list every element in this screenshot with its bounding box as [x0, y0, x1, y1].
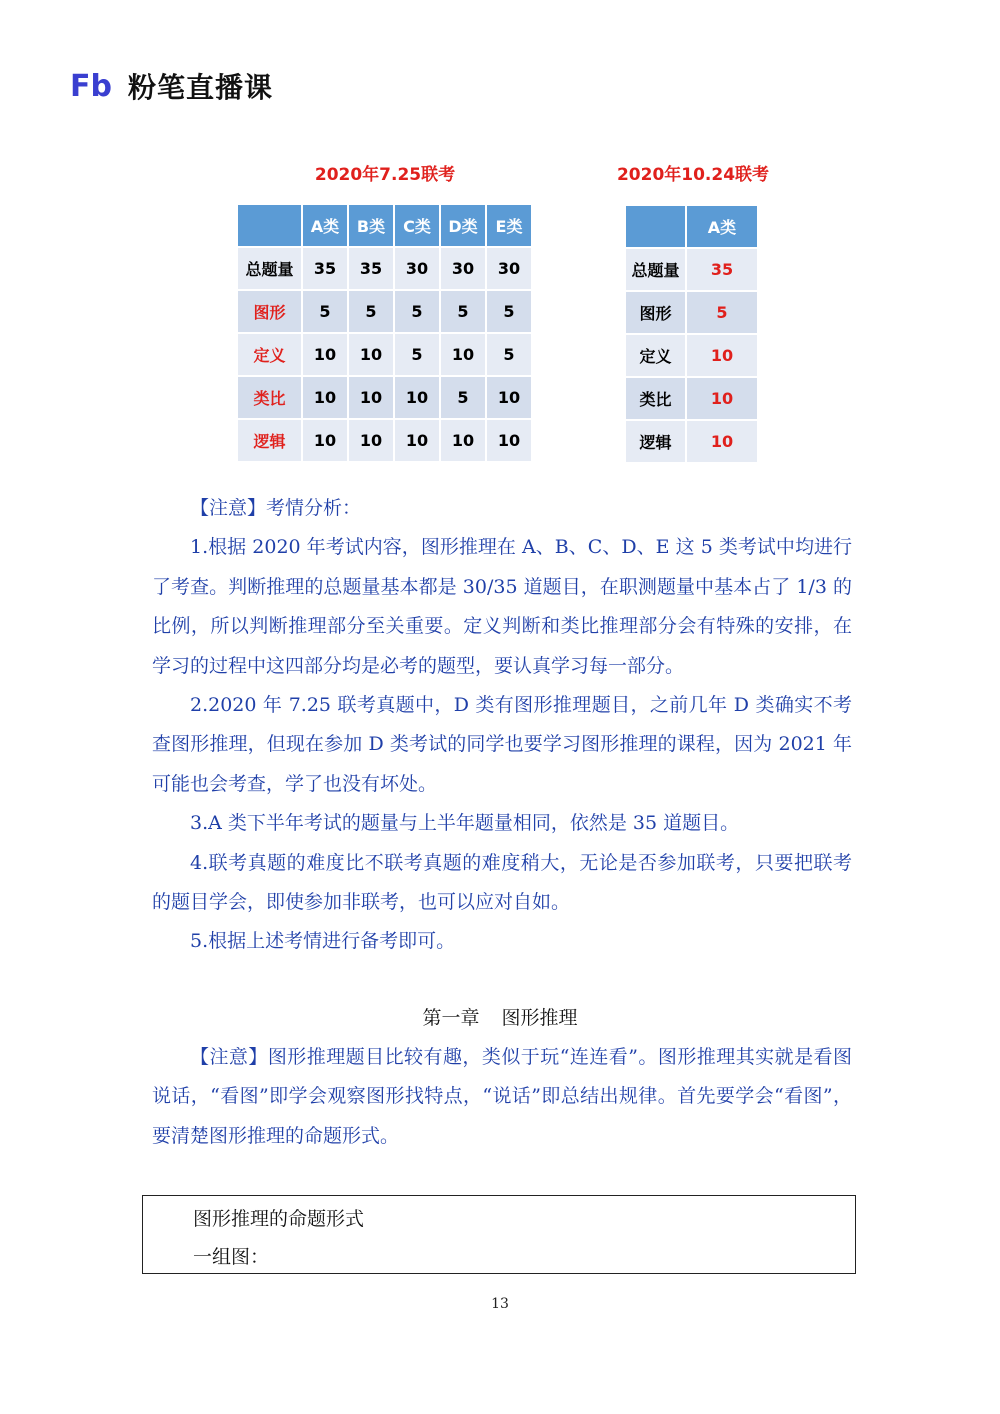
table-cell: 10	[487, 420, 531, 461]
table2-title: 2020年10.24联考	[616, 165, 770, 185]
column-header: B类	[349, 205, 393, 246]
table-cell: 5	[303, 291, 347, 332]
fb-logo-icon	[70, 70, 122, 102]
brand-logo	[70, 66, 273, 106]
table-cell: 10	[395, 377, 439, 418]
row-label: 总题量	[626, 249, 685, 290]
row-label: 逻辑	[238, 420, 301, 461]
column-header: E类	[487, 205, 531, 246]
table-row	[238, 377, 531, 418]
table-row	[626, 378, 757, 419]
svg-text:Fb: Fb	[70, 70, 112, 102]
table-row	[626, 335, 757, 376]
row-label: 图形	[238, 291, 301, 332]
box-title: 图形推理的命题形式	[193, 1208, 365, 1230]
column-header: D类	[441, 205, 485, 246]
table-header-row	[626, 206, 757, 247]
table-cell: 10	[395, 420, 439, 461]
analysis-heading: 【注意】考情分析：	[190, 497, 362, 519]
table-cell: 5	[395, 334, 439, 375]
row-label: 类比	[238, 377, 301, 418]
table-cell: 35	[349, 248, 393, 289]
table-cell: 10	[441, 420, 485, 461]
analysis-item: 1.根据 2020 年考试内容，图形推理在 A、B、C、D、E 这 5 类考试中均进行了考查。判断推理的总题量基本都是 30/35 道题目，在职测题量中基本占了 1/3 的比例，所以判断推理部分至关重要。定义判断和类比推理部分会有特殊的安排，在学习的过程中这四部分均是必考的题型，要认真学习每一部分。	[152, 536, 852, 677]
table-cell: 30	[487, 248, 531, 289]
table-cell: 10	[487, 377, 531, 418]
analysis-item: 5.根据上述考情进行备考即可。	[190, 930, 456, 953]
exam-table-0725	[236, 203, 533, 463]
table-cell: 5	[441, 377, 485, 418]
table-cell: 30	[395, 248, 439, 289]
analysis-item: 3.A 类下半年考试的题量与上半年题量相同，依然是 35 道题目。	[190, 812, 740, 835]
table-cell: 10	[303, 420, 347, 461]
table-cell: 10	[441, 334, 485, 375]
table-cell: 5	[441, 291, 485, 332]
column-header: C类	[395, 205, 439, 246]
table-cell: 5	[487, 291, 531, 332]
chapter-heading	[0, 1003, 1000, 1030]
column-header: A类	[303, 205, 347, 246]
exam-table-1024	[624, 204, 759, 464]
table-cell: 35	[303, 248, 347, 289]
row-label: 逻辑	[626, 421, 685, 462]
table-cell: 10	[687, 378, 757, 419]
box-subtitle: 一组图：	[193, 1246, 270, 1268]
table-cell: 10	[349, 420, 393, 461]
table-cell: 10	[687, 421, 757, 462]
header-corner-cell	[238, 205, 301, 246]
row-label: 类比	[626, 378, 685, 419]
table-cell: 35	[687, 249, 757, 290]
analysis-section	[152, 489, 852, 962]
table-row	[626, 249, 757, 290]
table-cell: 10	[303, 377, 347, 418]
table-cell: 5	[687, 292, 757, 333]
chapter-title: 图形推理	[501, 1007, 578, 1029]
table-cell: 10	[303, 334, 347, 375]
question-format-box	[142, 1195, 856, 1274]
table-cell: 5	[349, 291, 393, 332]
chapter-number: 第一章	[422, 1007, 480, 1029]
row-label: 图形	[626, 292, 685, 333]
brand-name: 粉笔直播课	[128, 71, 274, 104]
column-header: A类	[687, 206, 757, 247]
table-row	[238, 420, 531, 461]
intro-section	[152, 1038, 852, 1156]
table1-title: 2020年7.25联考	[314, 165, 456, 185]
table-row	[626, 421, 757, 462]
page-number: 13	[491, 1296, 509, 1312]
table-cell: 10	[687, 335, 757, 376]
table-cell: 5	[487, 334, 531, 375]
row-label: 总题量	[238, 248, 301, 289]
table-row	[238, 334, 531, 375]
table-header-row	[238, 205, 531, 246]
intro-paragraph: 【注意】图形推理题目比较有趣，类似于玩“连连看”。图形推理其实就是看图说话，“看图”即学会观察图形找特点，“说话”即总结出规律。首先要学会“看图”，要清楚图形推理的命题形式。	[152, 1046, 852, 1147]
table-cell: 5	[395, 291, 439, 332]
row-label: 定义	[626, 335, 685, 376]
table-row	[238, 248, 531, 289]
analysis-item: 4.联考真题的难度比不联考真题的难度稍大，无论是否参加联考，只要把联考的题目学会，即使参加非联考，也可以应对自如。	[152, 851, 852, 914]
row-label: 定义	[238, 334, 301, 375]
table-cell: 10	[349, 377, 393, 418]
analysis-item: 2.2020 年 7.25 联考真题中，D 类有图形推理题目，之前几年 D 类确实不考查图形推理，但现在参加 D 类考试的同学也要学习图形推理的课程，因为 2021 年可能也会考查，学了也没有坏处。	[152, 694, 852, 795]
table-cell: 10	[349, 334, 393, 375]
table-row	[626, 292, 757, 333]
table-row	[238, 291, 531, 332]
header-corner-cell	[626, 206, 685, 247]
table-cell: 30	[441, 248, 485, 289]
